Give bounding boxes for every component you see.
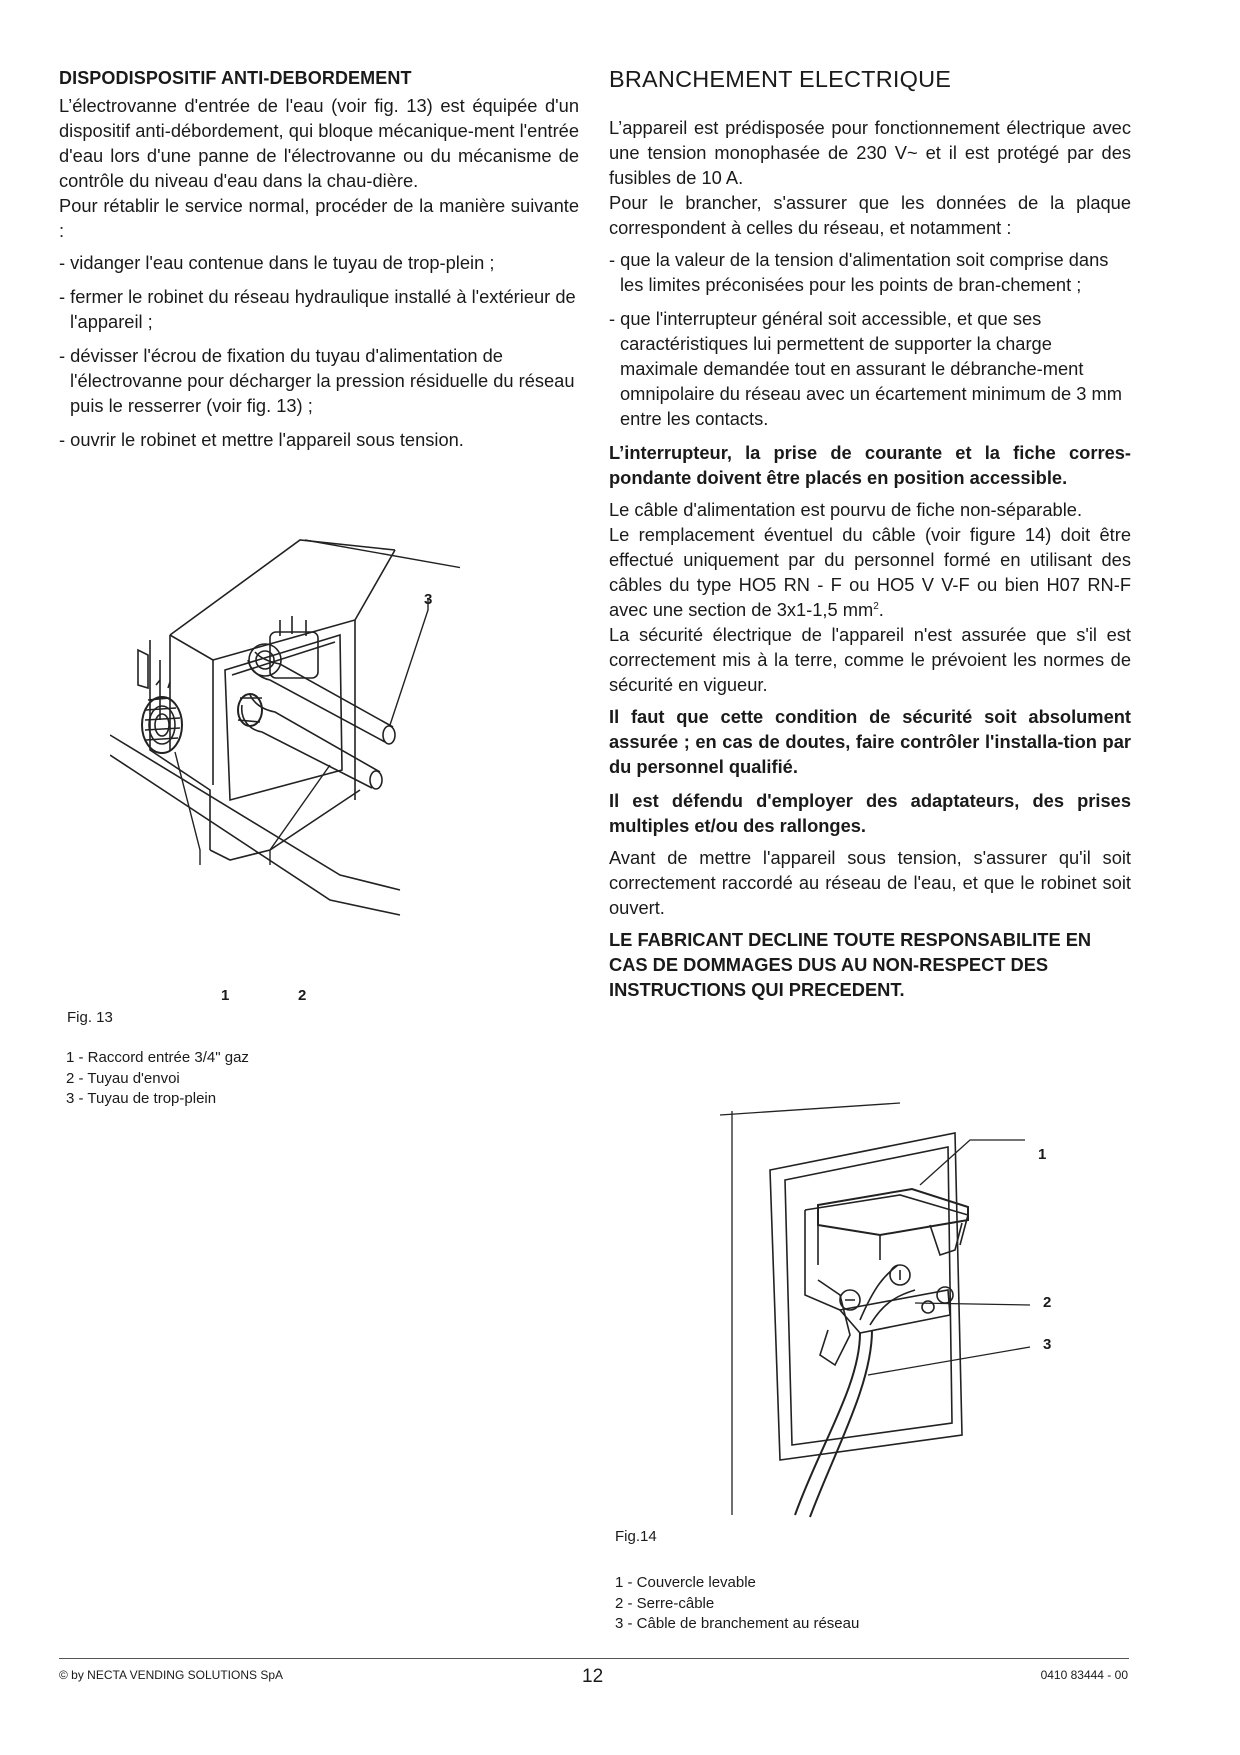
paragraph: Pour le brancher, s'assurer que les données de la plaque correspondent à celles du réseau, et notamment : (609, 192, 1131, 238)
superscript: 2 (873, 600, 879, 612)
legend-item: 1 - Raccord entrée 3/4" gaz (66, 1049, 249, 1066)
requirement-item: - que la valeur de la tension d'alimentation soit comprise dans les limites préconisées pour les points de bran-chement ; (609, 249, 1109, 295)
paragraph-text: Le remplacement éventuel du câble (voir figure 14) doit être effectué uniquement par du personnel formé en utilisant des câbles du type HO5 RN - F ou HO5 V V-F ou bien H07 RN-F avec une section de 3x1-1,5 mm (609, 524, 1131, 620)
intro-paragraph: L’électrovanne d'entrée de l'eau (voir fig. 13) est équipée d'un dispositif anti-débordement, qui bloque mécanique-ment l'entrée d'eau lors d'une panne de l'électrovanne ou du mécanisme de contrôle du niveau d'eau dans la chau-dière. (59, 95, 579, 191)
intro-paragraph-2: Pour rétablir le service normal, procéder de la manière suivante : (59, 195, 579, 241)
legend-item: 1 - Couvercle levable (615, 1574, 756, 1591)
left-column (59, 68, 579, 452)
section-heading-anti-overflow: DISPODISPOSITIF ANTI-DEBORDEMENT (59, 68, 412, 88)
figure-13-callout-1: 1 (221, 987, 230, 1004)
section-heading-electrical: BRANCHEMENT ELECTRIQUE (609, 66, 952, 92)
legend-item: 2 - Tuyau d'envoi (66, 1069, 180, 1087)
figure-14-callout-1: 1 (1038, 1146, 1047, 1163)
figure-14-caption: Fig.14 (615, 1528, 657, 1545)
step-item: - dévisser l'écrou de fixation du tuyau d'alimentation de l'électrovanne pour décharger la pression résiduelle du réseau puis le resserrer (voir fig. 13) ; (59, 345, 575, 416)
paragraph: La sécurité électrique de l'appareil n'est assurée que s'il est correctement mis à la terre, comme le prévoient les normes de sécurité en vigueur. (609, 624, 1131, 695)
disclaimer: LE FABRICANT DECLINE TOUTE RESPONSABILITE EN CAS DE DOMMAGES DUS AU NON-RESPECT DES INSTRUCTIONS QUI PRECEDENT. (609, 929, 1092, 1000)
step-item: - vidanger l'eau contenue dans le tuyau de trop-plein ; (59, 252, 495, 273)
paragraph-end: . (878, 599, 884, 620)
paragraph: L’appareil est prédisposée pour fonctionnement électrique avec une tension monophasée de 230 V~ et il est protégé par des fusibles de 10 A. (609, 117, 1131, 188)
footer-divider (59, 1658, 1129, 1659)
legend-item: 3 - Tuyau de trop-plein (66, 1090, 217, 1107)
bold-paragraph: Il est défendu d'employer des adaptateurs, des prises multiples et/ou des rallonges. (609, 790, 1131, 836)
figure-13-callout-2: 2 (298, 987, 307, 1004)
right-column (609, 66, 1131, 1002)
paragraph: Avant de mettre l'appareil sous tension, s'assurer qu'il soit correctement raccordé au réseau de l'eau, et que le robinet soit ouvert. (609, 847, 1131, 918)
paragraph-cable-replacement (609, 522, 1131, 622)
figure-14-legend (615, 1573, 859, 1635)
requirement-item: - que l'interrupteur général soit accessible, et que ses caractéristiques lui permettent de supporter la charge maximale demandée tout en assurant le débranche-ment omnipolaire du réseau avec un écartement minimum de 3 mm entre les contacts. (609, 308, 1122, 429)
footer-copyright: © by NECTA VENDING SOLUTIONS SpA (59, 1668, 284, 1682)
step-item: - fermer le robinet du réseau hydraulique installé à l'extérieur de l'appareil ; (59, 286, 576, 332)
bold-paragraph: Il faut que cette condition de sécurité soit absolument assurée ; en cas de doutes, faire contrôler l'installa-tion par du personnel qualifié. (609, 706, 1131, 777)
legend-item: 2 - Serre-câble (615, 1594, 715, 1612)
bold-paragraph: L’interrupteur, la prise de courante et la fiche corres-pondante doivent être placés en position accessible. (609, 442, 1131, 488)
step-item: - ouvrir le robinet et mettre l'appareil sous tension. (59, 429, 464, 450)
page-number: 12 (582, 1666, 604, 1687)
document-code: 0410 83444 - 00 (1040, 1668, 1128, 1682)
figure-13-caption: Fig. 13 (67, 1009, 113, 1026)
figure-14-callout-2: 2 (1043, 1294, 1052, 1311)
figure-13-callout-3: 3 (424, 591, 433, 608)
figure-13-legend (66, 1048, 249, 1110)
legend-item: 3 - Câble de branchement au réseau (615, 1615, 860, 1632)
figure-13-drawing (110, 520, 460, 1010)
figure-14-callout-3: 3 (1043, 1336, 1052, 1353)
figure-14-drawing (700, 1085, 1060, 1535)
paragraph: Le câble d'alimentation est pourvu de fiche non-séparable. (609, 499, 1083, 520)
